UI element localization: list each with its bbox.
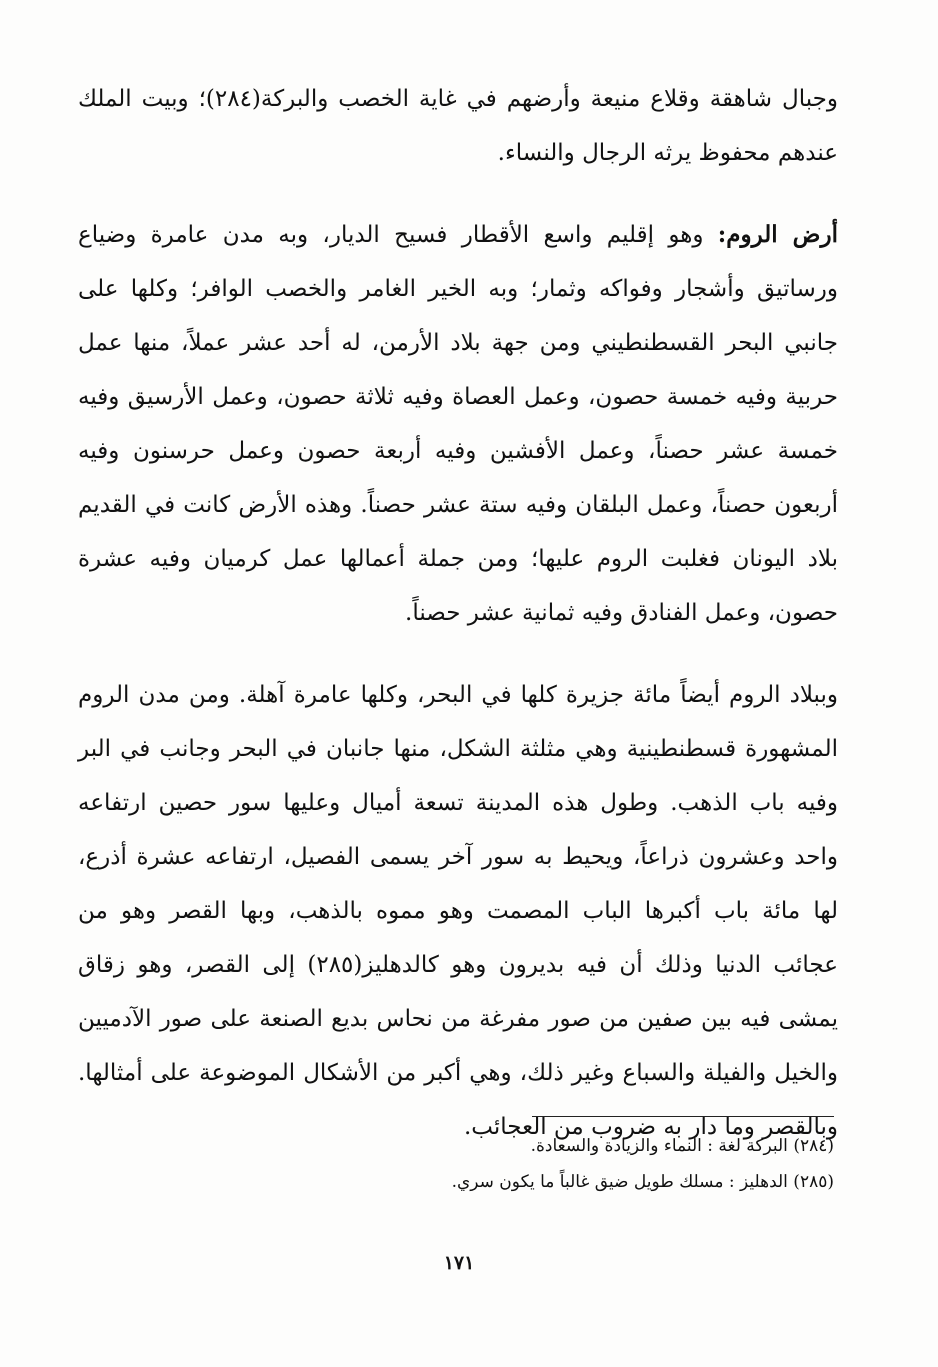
paragraph-2	[78, 208, 838, 640]
paragraph-1-text: وجبال شاهقة وقلاع منيعة وأرضهم في غاية الخصب والبركة(٢٨٤)؛ وبيت الملك عندهم محفوظ يرثه الرجال والنساء.	[78, 86, 838, 166]
paragraph-1	[78, 72, 838, 180]
footnotes	[300, 1128, 834, 1200]
paragraph-3	[78, 668, 838, 1154]
paragraph-2-heading: أرض الروم:	[717, 221, 838, 248]
paragraph-3-text: وببلاد الروم أيضاً مائة جزيرة كلها في البحر، وكلها عامرة آهلة. ومن مدن الروم المشهورة قسطنطينية وهي مثلثة الشكل، منها جانبان في البحر وجانب في البر وفيه باب الذهب. وطول هذه المدينة تسعة أميال وعليها سور حصين ارتفاعه واحد وعشرون ذراعاً، ويحيط به سور آخر يسمى الفصيل، ارتفاعه عشرة أذرع، لها مائة باب أكبرها الباب المصمت وهو مموه بالذهب، وبها القصر وهو من عجائب الدنيا وذلك أن فيه بديرون وهو كالدهليز(٢٨٥) إلى القصر، وهو زقاق يمشى فيه بين صفين من صور مفرغة من نحاس بديع الصنعة على صور الآدميين والخيل والفيلة والسباع وغير ذلك، وهي أكبر من الأشكال الموضوعة على أمثالها. وبالقصر وما دار به ضروب من العجائب.	[78, 682, 838, 1140]
page-number: ١٧١	[443, 1252, 475, 1274]
paragraph-2-text: وهو إقليم واسع الأقطار فسيح الديار، وبه مدن عامرة وضياع ورساتيق وأشجار وفواكه وثمار؛ وبه الخير الغامر والخصب الوافر؛ وكلها على جانبي البحر القسطنطيني ومن جهة بلاد الأرمن، له أحد عشر عملاً، منها عمل حربية وفيه خمسة حصون، وعمل العصاة وفيه ثلاثة حصون، وعمل الأرسيق وفيه خمسة عشر حصناً، وعمل الأفشين وفيه أربعة حصون وعمل حرسنون وفيه أربعون حصناً، وعمل البلقان وفيه ستة عشر حصناً. وهذه الأرض كانت في القديم بلاد اليونان فغلبت الروم عليها؛ ومن جملة أعمالها عمل كرميان وفيه عشرة حصون، وعمل الفنادق وفيه ثمانية عشر حصناً.	[78, 222, 838, 626]
footnote-284: (٢٨٤) البركة لغة : النماء والزيادة والسعادة.	[530, 1136, 834, 1156]
footnote-separator	[532, 1116, 834, 1117]
footnote-285: (٢٨٥) الدهليز : مسلك طويل ضيق غالباً ما يكون سري.	[451, 1172, 834, 1192]
main-text	[78, 72, 838, 1154]
